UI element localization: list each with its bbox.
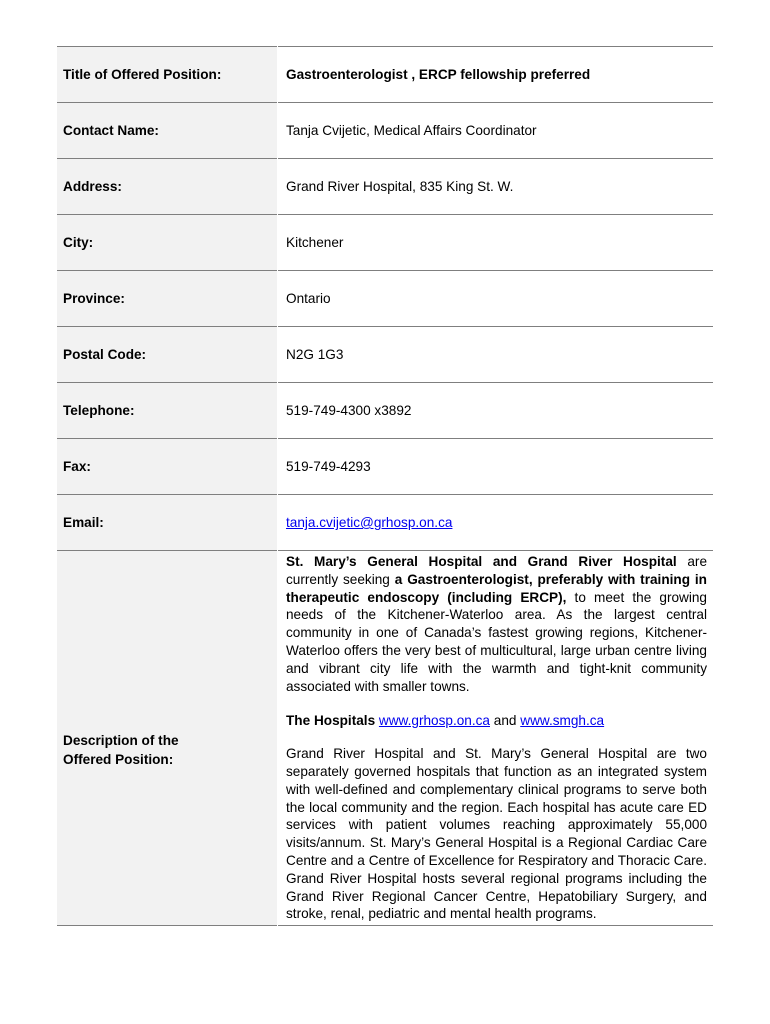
hospitals-paragraph: Grand River Hospital and St. Mary’s General Hospital are two separately governed hospitals that function as an integrated system with well-defined and complementary clinical programs to serve both the local community and the region. Each hospital has acute care ED services with patient volumes reaching approximately 55,000 visits/annum. St. Mary’s General Hospital is a Regional Cardiac Care Centre and a Centre of Excellence for Respiratory and Thoracic Care. Grand River Hospital hosts several regional programs including the Grand River Regional Cancer Centre, Hepatobiliary Surgery, and stroke, renal, pediatric and mental health programs.	[286, 746, 707, 922]
row-city	[57, 215, 713, 271]
and-text: and	[493, 713, 517, 729]
intro-text-2: to meet the growing needs of the Kitchener-Waterloo area. As the largest central community in one of Canada’s fastest growing regions, Kitchener-Waterloo offers the very best of multicultural, large urban centre living and vibrant city life with the warmth and tight-knit community associated with smaller towns.	[286, 589, 707, 694]
title-value: Gastroenterologist , ERCP fellowship preferred	[286, 67, 591, 82]
row-fax	[57, 439, 713, 495]
address-value: Grand River Hospital, 835 King St. W.	[286, 179, 514, 194]
fax-label: Fax:	[57, 439, 278, 495]
position-details-table	[57, 46, 713, 926]
province-label: Province:	[57, 271, 278, 327]
description-label	[57, 551, 278, 926]
hospitals-names: St. Mary’s General Hospital and Grand River Hospital	[286, 554, 677, 569]
city-value: Kitchener	[286, 235, 344, 250]
position-highlight: a Gastroenterologist, preferably with training in therapeutic endoscopy (including ERCP),	[286, 571, 707, 605]
address-label: Address:	[57, 159, 278, 215]
row-contact	[57, 103, 713, 159]
row-title	[57, 47, 713, 103]
email-link[interactable]: tanja.cvijetic@grhosp.on.ca	[286, 515, 453, 530]
email-cell	[278, 495, 714, 551]
contact-value: Tanja Cvijetic, Medical Affairs Coordinator	[286, 123, 537, 138]
postal-code-value: N2G 1G3	[286, 347, 344, 362]
row-description	[57, 551, 713, 926]
row-postal-code	[57, 327, 713, 383]
hospitals-heading	[286, 712, 707, 730]
row-telephone	[57, 383, 713, 439]
row-email	[57, 495, 713, 551]
description-label-line1: Description of the	[63, 733, 179, 748]
smgh-link[interactable]: www.smgh.ca	[520, 713, 605, 729]
email-label: Email:	[57, 495, 278, 551]
row-province	[57, 271, 713, 327]
fax-value: 519-749-4293	[286, 459, 371, 474]
grhosp-link[interactable]: www.grhosp.on.ca	[378, 713, 490, 729]
hospitals-heading-label: The Hospitals	[286, 713, 376, 729]
title-label: Title of Offered Position:	[57, 47, 278, 103]
telephone-value: 519-749-4300 x3892	[286, 403, 412, 418]
postal-code-label: Postal Code:	[57, 327, 278, 383]
city-label: City:	[57, 215, 278, 271]
description-label-line2: Offered Position:	[63, 752, 174, 767]
intro-text-1: are currently seeking	[286, 554, 708, 587]
telephone-label: Telephone:	[57, 383, 278, 439]
row-address	[57, 159, 713, 215]
description-body	[278, 551, 714, 926]
contact-label: Contact Name:	[57, 103, 278, 159]
province-value: Ontario	[286, 291, 331, 306]
intro-paragraph	[286, 551, 707, 695]
